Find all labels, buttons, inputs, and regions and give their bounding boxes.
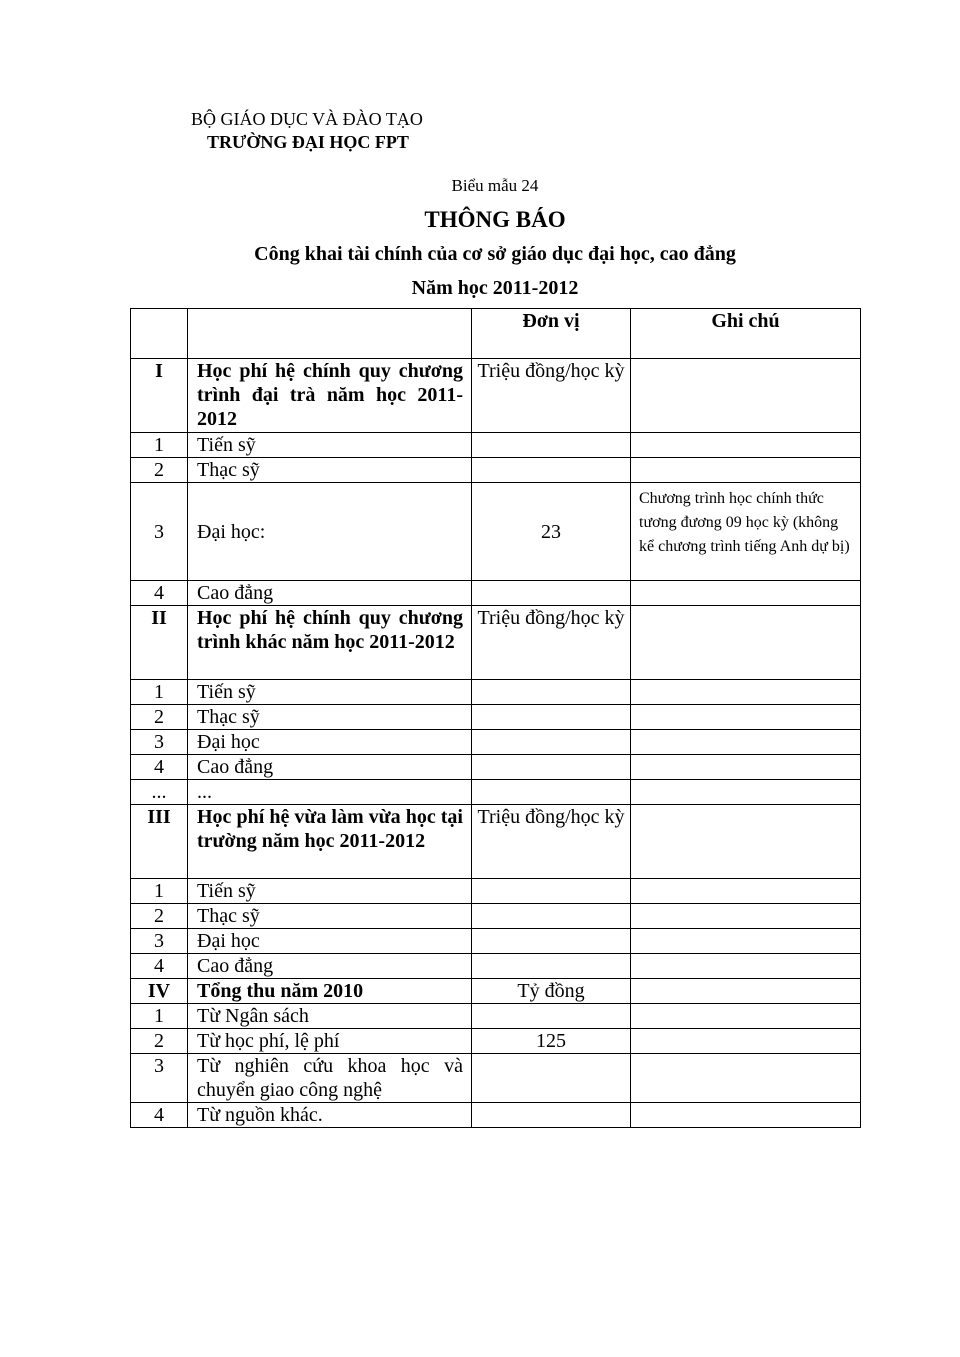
row-note <box>631 458 861 483</box>
row-item: Đại học <box>188 929 472 954</box>
table-row <box>131 1004 861 1029</box>
row-unit <box>472 581 631 606</box>
table-row <box>131 1054 861 1103</box>
section-title: Học phí hệ chính quy chương trình khác năm học 2011-2012 <box>188 606 472 680</box>
table-row <box>131 705 861 730</box>
row-item: Tiến sỹ <box>188 433 472 458</box>
section-unit: Triệu đồng/học kỳ <box>472 606 631 680</box>
row-item: Từ nghiên cứu khoa học và chuyển giao công nghệ <box>188 1054 472 1103</box>
section-note <box>631 359 861 433</box>
row-note: Chương trình học chính thức tương đương 09 học kỳ (không kể chương trình tiếng Anh dự bị) <box>631 483 861 581</box>
section-note <box>631 979 861 1004</box>
row-item: Cao đẳng <box>188 954 472 979</box>
row-number: ... <box>131 780 188 805</box>
table-row <box>131 879 861 904</box>
row-unit: 23 <box>472 483 631 581</box>
row-item: Từ Ngân sách <box>188 1004 472 1029</box>
row-number: 4 <box>131 755 188 780</box>
section-number: I <box>131 359 188 433</box>
section-title: Tổng thu năm 2010 <box>188 979 472 1004</box>
row-item: Tiến sỹ <box>188 680 472 705</box>
header-item <box>188 309 472 359</box>
row-item: Đại học <box>188 730 472 755</box>
header-note: Ghi chú <box>631 309 861 359</box>
row-item: Đại học: <box>188 483 472 581</box>
row-item: Thạc sỹ <box>188 904 472 929</box>
section-title: Học phí hệ vừa làm vừa học tại trường năm học 2011-2012 <box>188 805 472 879</box>
row-item: Từ học phí, lệ phí <box>188 1029 472 1054</box>
row-number: 4 <box>131 954 188 979</box>
section-number: IV <box>131 979 188 1004</box>
row-number: 2 <box>131 705 188 730</box>
row-number: 4 <box>131 581 188 606</box>
page-title: THÔNG BÁO <box>424 207 566 232</box>
page-subtitle: Công khai tài chính của cơ sở giáo dục đại học, cao đẳng <box>254 243 736 265</box>
section-row <box>131 359 861 433</box>
section-note <box>631 606 861 680</box>
row-item: Cao đẳng <box>188 581 472 606</box>
row-number: 1 <box>131 879 188 904</box>
ministry-name: BỘ GIÁO DỤC VÀ ĐÀO TẠO <box>191 109 423 129</box>
row-unit <box>472 1103 631 1128</box>
row-number: 1 <box>131 433 188 458</box>
table-row <box>131 730 861 755</box>
row-unit <box>472 458 631 483</box>
row-number: 1 <box>131 680 188 705</box>
row-item: ... <box>188 780 472 805</box>
section-title: Học phí hệ chính quy chương trình đại trà năm học 2011-2012 <box>188 359 472 433</box>
section-number: II <box>131 606 188 680</box>
row-note <box>631 581 861 606</box>
row-number: 3 <box>131 929 188 954</box>
finance-table <box>130 308 861 1128</box>
row-number: 4 <box>131 1103 188 1128</box>
section-unit: Triệu đồng/học kỳ <box>472 805 631 879</box>
row-number: 2 <box>131 458 188 483</box>
header-unit: Đơn vị <box>472 309 631 359</box>
table-row <box>131 483 861 581</box>
table-row <box>131 780 861 805</box>
row-unit <box>472 1004 631 1029</box>
table-row <box>131 904 861 929</box>
school-year: Năm học 2011-2012 <box>411 277 579 299</box>
row-unit: 125 <box>472 1029 631 1054</box>
header-no <box>131 309 188 359</box>
section-note <box>631 805 861 879</box>
row-item: Thạc sỹ <box>188 458 472 483</box>
form-number: Biểu mẫu 24 <box>451 176 539 195</box>
row-item: Tiến sỹ <box>188 879 472 904</box>
row-unit <box>472 433 631 458</box>
row-number: 3 <box>131 730 188 755</box>
row-number: 2 <box>131 904 188 929</box>
table-row <box>131 954 861 979</box>
section-unit: Tỷ đồng <box>472 979 631 1004</box>
table-row <box>131 680 861 705</box>
table-row <box>131 433 861 458</box>
table-row <box>131 1029 861 1054</box>
section-row <box>131 805 861 879</box>
row-unit <box>472 1054 631 1103</box>
table-row <box>131 755 861 780</box>
row-number: 3 <box>131 483 188 581</box>
section-number: III <box>131 805 188 879</box>
row-number: 3 <box>131 1054 188 1103</box>
row-item: Từ nguồn khác. <box>188 1103 472 1128</box>
school-name: TRƯỜNG ĐẠI HỌC FPT <box>207 132 409 152</box>
table-row <box>131 581 861 606</box>
table-header-row <box>131 309 861 359</box>
table-row <box>131 929 861 954</box>
table-row <box>131 1103 861 1128</box>
row-number: 1 <box>131 1004 188 1029</box>
row-number: 2 <box>131 1029 188 1054</box>
row-item: Cao đẳng <box>188 755 472 780</box>
table-row <box>131 458 861 483</box>
section-row <box>131 979 861 1004</box>
row-item: Thạc sỹ <box>188 705 472 730</box>
section-row <box>131 606 861 680</box>
section-unit: Triệu đồng/học kỳ <box>472 359 631 433</box>
row-note <box>631 433 861 458</box>
